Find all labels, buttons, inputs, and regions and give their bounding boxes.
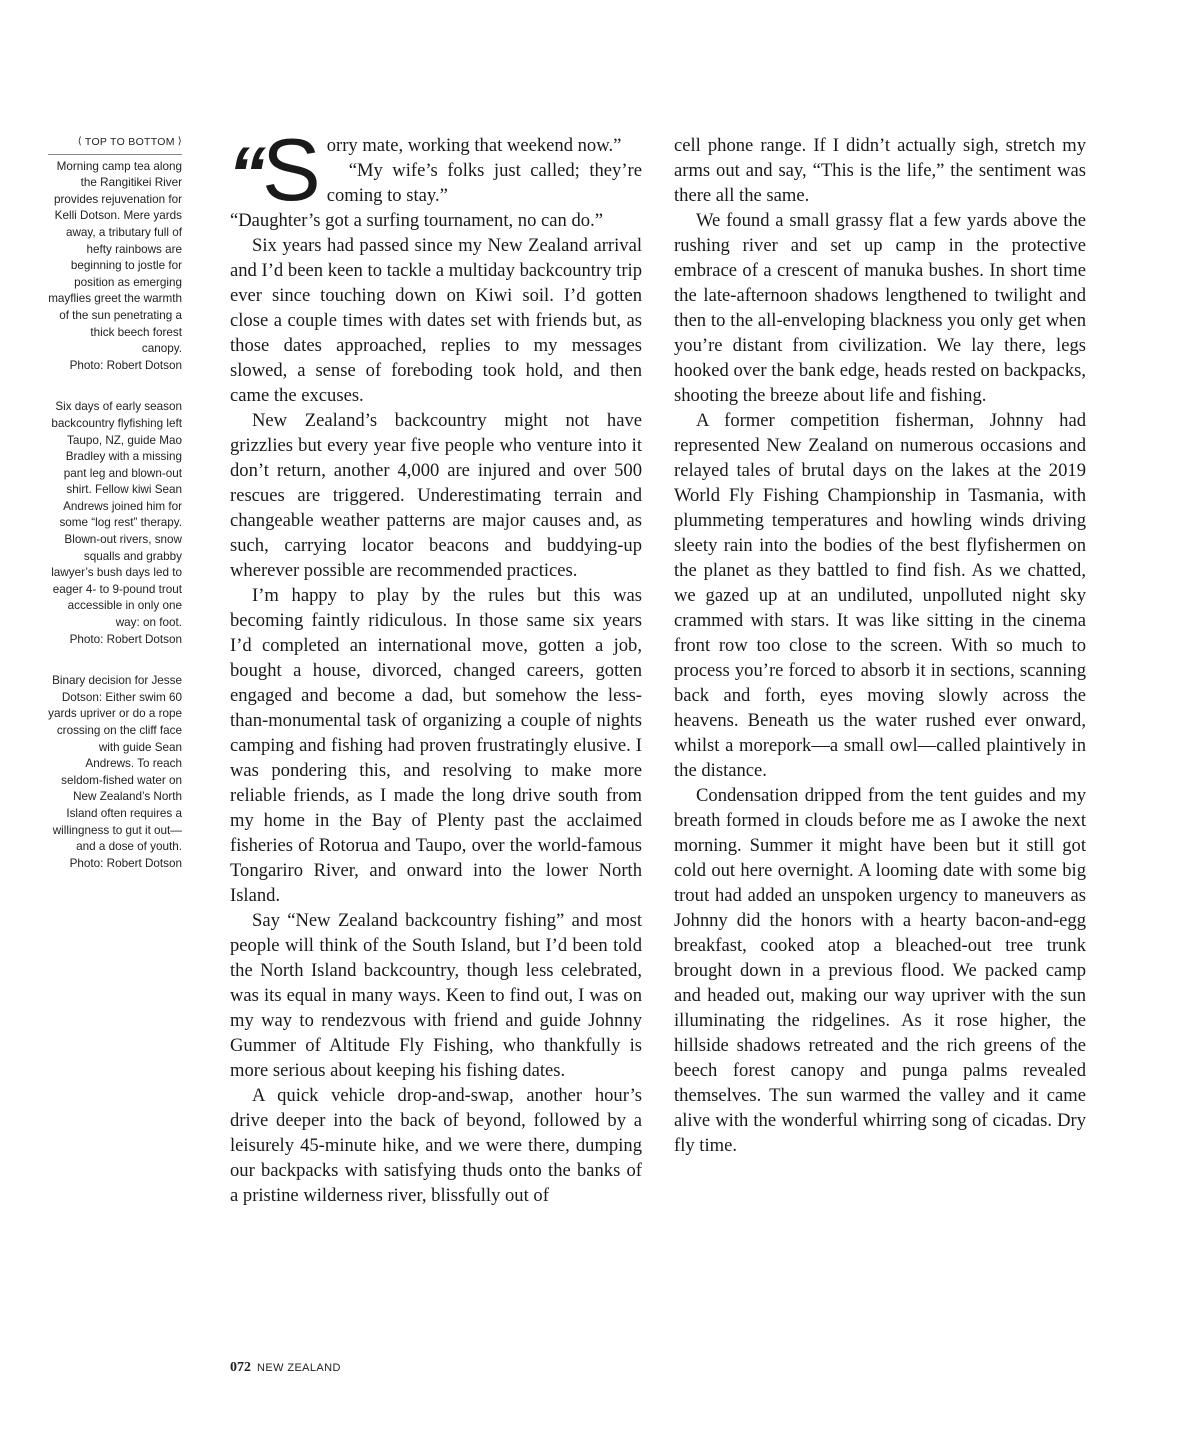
page-footer — [230, 1360, 341, 1376]
photo-caption — [48, 159, 182, 375]
drop-cap-letter: S — [262, 120, 321, 219]
section-name: NEW ZEALAND — [257, 1362, 341, 1374]
opening-line: orry mate, working that weekend now.” — [326, 135, 622, 156]
body-paragraph: We found a small grassy flat a few yards above the rushing river and set up camp in the protective embrace of a crescent of manuka bushes. In short time the late-afternoon shadows lengthened to twilight and then to the all-enveloping blackness you only get when you’re distant from civilization. We lay there, legs hooked over the bank edge, heads rested on backpacks, shooting the breeze about life and fishing. — [674, 210, 1086, 406]
photo-credit: Photo: Robert Dotson — [69, 632, 182, 646]
body-paragraph: Say “New Zealand backcountry fishing” and most people will think of the South Island, but I’d been told the North Island backcountry, though less celebrated, was its equal in many ways. Keen to find out, I was on my way to rendezvous with friend and guide Johnny Gummer of Altitude Fly Fishing, who thankfully is more serious about keeping his fishing dates. — [230, 910, 642, 1081]
caption-text: Morning camp tea along the Rangitikei River provides rejuvenation for Kelli Dotson. Mere yards away, a tributary full of hefty rainbows are beginning to jostle for position as emerging mayflies greet the warmth of the sun penetrating a thick beech forest canopy. — [48, 159, 182, 356]
article-column-right — [674, 133, 1086, 1158]
body-paragraph: “My wife’s folks just called; they’re coming to stay.” — [326, 160, 642, 206]
continued-paragraph: cell phone range. If I didn’t actually sigh, stretch my arms out and say, “This is the life,” the sentiment was there all the same. — [674, 135, 1086, 206]
captions-header-label: TOP TO BOTTOM — [84, 136, 175, 148]
caption-text: Six days of early season backcountry flyfishing left Taupo, NZ, guide Mao Bradley with a missing pant leg and blown-out shirt. Fellow kiwi Sean Andrews joined him for some “log rest” therapy. Blown-out rivers, snow squalls and grabby lawyer’s bush days led to eager 4- to 9-pound trout accessible in only one way: on foot. — [51, 400, 182, 630]
photo-credit: Photo: Robert Dotson — [69, 358, 182, 372]
body-paragraph: I’m happy to play by the rules but this was becoming faintly ridiculous. In those same six years I’d completed an international move, gotten a job, bought a house, divorced, changed careers, gotten engaged and become a dad, but somehow the less-than-monumental task of organizing a couple of nights camping and fishing had proven frustratingly elusive. I was pondering this, and resolving to make more reliable friends, as I made the long drive south from my home in the Bay of Plenty past the acclaimed fisheries of Rotorua and Taupo, over the world-famous Tongariro River, and onward into the lower North Island. — [230, 585, 642, 906]
photo-caption — [48, 673, 182, 872]
body-paragraph: A former competition fisherman, Johnny had represented New Zealand on numerous occasions and relayed tales of brutal days on the lakes at the 2019 World Fly Fishing Championship in Tasmania, with plummeting temperatures and howling winds driving sleety rain into the bodies of the best flyfishermen on the planet as they battled to find fish. As we chatted, we gazed up at an undiluted, unpolluted night sky crammed with stars. It was like sitting in the cinema front row too close to the screen. With so much to process you’re forced to absorb it in sections, scanning back and forth, eyes moving slowly across the heavens. Beneath us the water rushed ever onward, whilst a morepork—a small owl—called plaintively in the distance. — [674, 410, 1086, 781]
photo-captions-sidebar — [48, 134, 182, 897]
body-paragraph: “Daughter’s got a surfing tournament, no can do.” — [230, 210, 603, 231]
body-paragraph: Condensation dripped from the tent guides and my breath formed in clouds before me as I awoke the next morning. Summer it might have been but it still got cold out here overnight. A looming date with some big trout had added an unspoken urgency to maneuvers as Johnny did the honors with a hearty bacon-and-egg breakfast, cooked atop a bleached-out tree trunk brought down in a previous flood. We packed camp and headed out, making our way upriver with the sun illuminating the ridgelines. As it rose higher, the hillside shadows retreated and the rich greens of the beech forest canopy and punga palms revealed themselves. The sun warmed the valley and it came alive with the wonderful whirring song of cicadas. Dry fly time. — [674, 785, 1086, 1156]
drop-cap-quote: “ — [228, 132, 262, 217]
body-paragraph: A quick vehicle drop-and-swap, another hour’s drive deeper into the back of beyond, followed by a leisurely 45-minute hike, and we were there, dumping our backpacks with satisfying thuds onto the banks of a pristine wilderness river, blissfully out of — [230, 1085, 642, 1206]
page-number: 072 — [230, 1360, 251, 1375]
photo-credit: Photo: Robert Dotson — [69, 856, 182, 870]
captions-header — [48, 134, 182, 155]
arrow-left-icon: ⟨ — [77, 136, 82, 148]
drop-cap — [228, 120, 321, 219]
body-paragraph: New Zealand’s backcountry might not have grizzlies but every year five people who venture into it don’t return, another 4,000 are injured and over 500 rescues are triggered. Underestimating terrain and changeable weather patterns are major causes and, as such, carrying locator beacons and buddying-up wherever possible are recommended practices. — [230, 410, 642, 581]
article-column-left — [228, 120, 642, 1208]
body-paragraph: Six years had passed since my New Zealand arrival and I’d been keen to tackle a multiday backcountry trip ever since touching down on Kiwi soil. I’d gotten close a couple times with dates set with friends but, as those dates approached, replies to my messages slowed, a sense of foreboding took hold, and then came the excuses. — [230, 235, 642, 406]
photo-caption — [48, 399, 182, 648]
bracket-right-icon: ⟩ — [177, 136, 182, 148]
caption-text: Binary decision for Jesse Dotson: Either swim 60 yards upriver or do a rope crossing on the cliff face with guide Sean Andrews. To reach seldom-fished water on New Zealand’s North Island often requires a willingness to gut it out—and a dose of youth. — [48, 674, 182, 854]
